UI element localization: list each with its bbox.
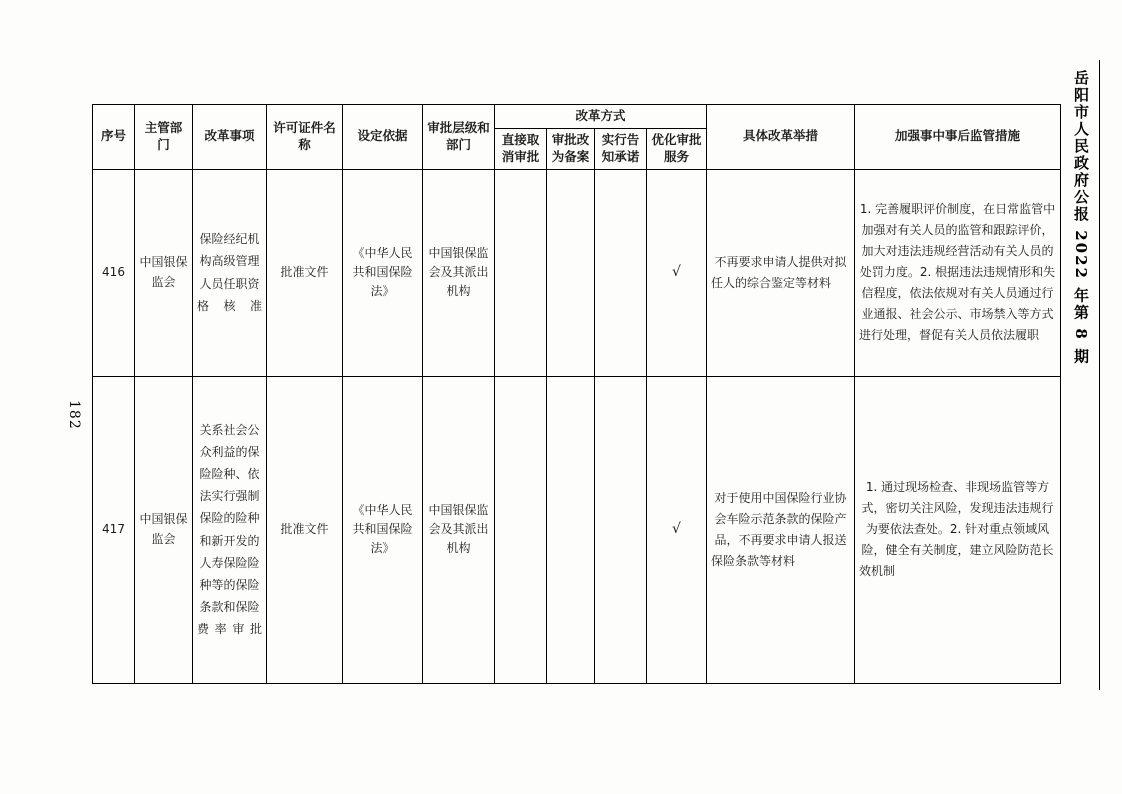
cell-promise xyxy=(595,169,647,376)
header-cancel: 直接取消审批 xyxy=(495,128,547,169)
header-level: 审批层级和部门 xyxy=(423,105,495,170)
cell-cancel xyxy=(495,169,547,376)
header-supervision: 加强事中事后监管措施 xyxy=(855,105,1061,170)
cell-record xyxy=(547,376,595,683)
header-record: 审批改为备案 xyxy=(547,128,595,169)
table-header-row-1 xyxy=(93,105,1061,129)
cell-level: 中国银保监会及其派出机构 xyxy=(423,169,495,376)
cell-dept: 中国银保监会 xyxy=(135,169,193,376)
table-row xyxy=(93,169,1061,376)
cell-optimize: √ xyxy=(647,169,707,376)
cell-measure: 对于使用中国保险行业协会车险示范条款的保险产品，不再要求申请人报送保险条款等材料 xyxy=(707,376,855,683)
header-basis: 设定依据 xyxy=(343,105,423,170)
reform-items-table xyxy=(92,104,1061,684)
cell-seq: 416 xyxy=(93,169,135,376)
cell-cert: 批准文件 xyxy=(267,169,343,376)
cell-basis: 《中华人民共和国保险法》 xyxy=(343,169,423,376)
cell-item: 保险经纪机构高级管理人员任职资格核准 xyxy=(193,169,267,376)
cell-optimize: √ xyxy=(647,376,707,683)
header-promise: 实行告知承诺 xyxy=(595,128,647,169)
cell-cancel xyxy=(495,376,547,683)
cell-supervision: 1. 完善履职评价制度，在日常监管中加强对有关人员的监管和跟踪评价，加大对违法违规经营活动有关人员的处罚力度。2. 根据违法违规情形和失信程度，依法依规对有关人员通过行业通报、社会公示、市场禁入等方式进行处理，督促有关人员依法履职 xyxy=(855,169,1061,376)
cell-seq: 417 xyxy=(93,376,135,683)
table-row xyxy=(93,376,1061,683)
cell-dept: 中国银保监会 xyxy=(135,376,193,683)
header-reform-group: 改革方式 xyxy=(495,105,707,129)
header-measure: 具体改革举措 xyxy=(707,105,855,170)
running-head-rule xyxy=(1099,60,1100,690)
cell-promise xyxy=(595,376,647,683)
header-cert: 许可证件名称 xyxy=(267,105,343,170)
cell-supervision: 1. 通过现场检查、非现场监管等方式，密切关注风险，发现违法违规行为要依法查处。2. 针对重点领域风险，健全有关制度，建立风险防范长效机制 xyxy=(855,376,1061,683)
header-item: 改革事项 xyxy=(193,105,267,170)
header-seq: 序号 xyxy=(93,105,135,170)
cell-item: 关系社会公众利益的保险险种、依法实行强制保险的险种和新开发的人寿保险险种等的保险条款和保险费率审批 xyxy=(193,376,267,683)
page-number: 182 xyxy=(66,400,82,430)
cell-basis: 《中华人民共和国保险法》 xyxy=(343,376,423,683)
running-head: 岳阳市人民政府公报 2022 年第 8 期 xyxy=(1072,70,1090,366)
cell-level: 中国银保监会及其派出机构 xyxy=(423,376,495,683)
header-optimize: 优化审批服务 xyxy=(647,128,707,169)
header-dept: 主管部门 xyxy=(135,105,193,170)
cell-measure: 不再要求申请人提供对拟任人的综合鉴定等材料 xyxy=(707,169,855,376)
cell-record xyxy=(547,169,595,376)
cell-cert: 批准文件 xyxy=(267,376,343,683)
